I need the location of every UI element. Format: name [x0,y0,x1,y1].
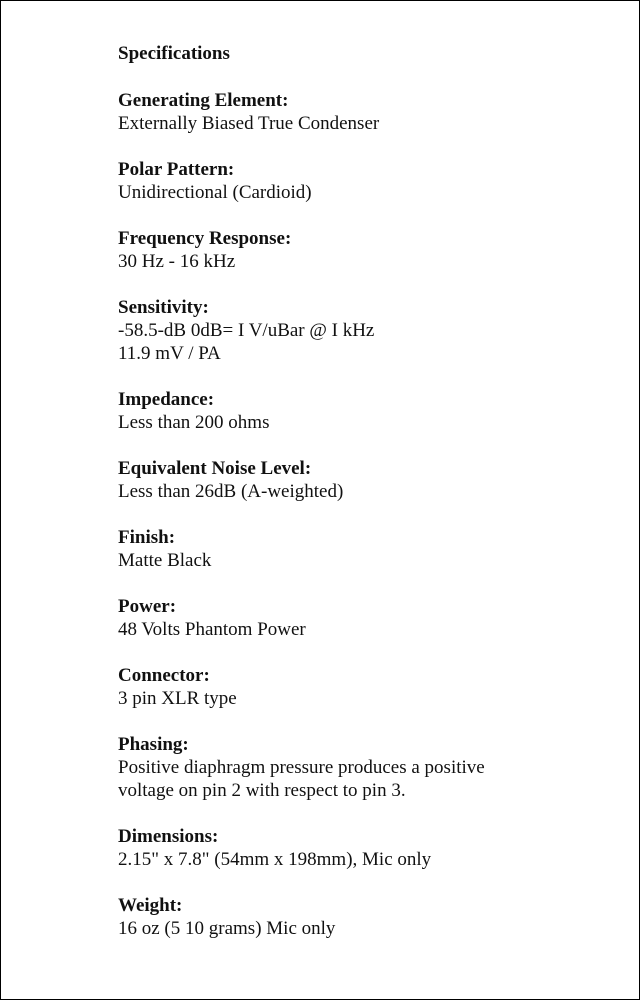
spec-label: Sensitivity: [118,297,209,318]
specifications-document [118,42,598,963]
spec-weight [118,894,598,940]
spec-label: Finish: [118,527,176,548]
spec-value: Less than 26dB (A-weighted) [118,481,344,502]
spec-label: Power: [118,596,177,617]
spec-label: Equivalent Noise Level: [118,458,312,479]
spec-value: 2.15" x 7.8" (54mm x 198mm), Mic only [118,849,432,870]
spec-value: Less than 200 ohms [118,412,270,433]
spec-label: Phasing: [118,734,189,755]
spec-label: Generating Element: [118,90,289,111]
document-title: Specifications [118,43,230,64]
spec-value: 16 oz (5 10 grams) Mic only [118,918,336,939]
spec-phasing [118,733,598,802]
spec-value: voltage on pin 2 with respect to pin 3. [118,780,406,801]
spec-sensitivity [118,296,598,365]
spec-value: Externally Biased True Condenser [118,113,380,134]
spec-label: Frequency Response: [118,228,292,249]
spec-polar-pattern [118,158,598,204]
spec-label: Impedance: [118,389,215,410]
spec-label: Dimensions: [118,826,219,847]
spec-connector [118,664,598,710]
spec-value: Unidirectional (Cardioid) [118,182,312,203]
spec-value: Matte Black [118,550,212,571]
spec-label: Connector: [118,665,210,686]
spec-equivalent-noise-level [118,457,598,503]
spec-frequency-response [118,227,598,273]
spec-finish [118,526,598,572]
spec-label: Polar Pattern: [118,159,235,180]
spec-value: 11.9 mV / PA [118,343,221,364]
spec-value: 3 pin XLR type [118,688,237,709]
spec-value: 30 Hz - 16 kHz [118,251,236,272]
spec-label: Weight: [118,895,183,916]
spec-power [118,595,598,641]
spec-value: -58.5-dB 0dB= I V/uBar @ I kHz [118,320,375,341]
spec-dimensions [118,825,598,871]
spec-impedance [118,388,598,434]
spec-generating-element [118,89,598,135]
spec-value: 48 Volts Phantom Power [118,619,306,640]
spec-value: Positive diaphragm pressure produces a positive [118,757,485,778]
